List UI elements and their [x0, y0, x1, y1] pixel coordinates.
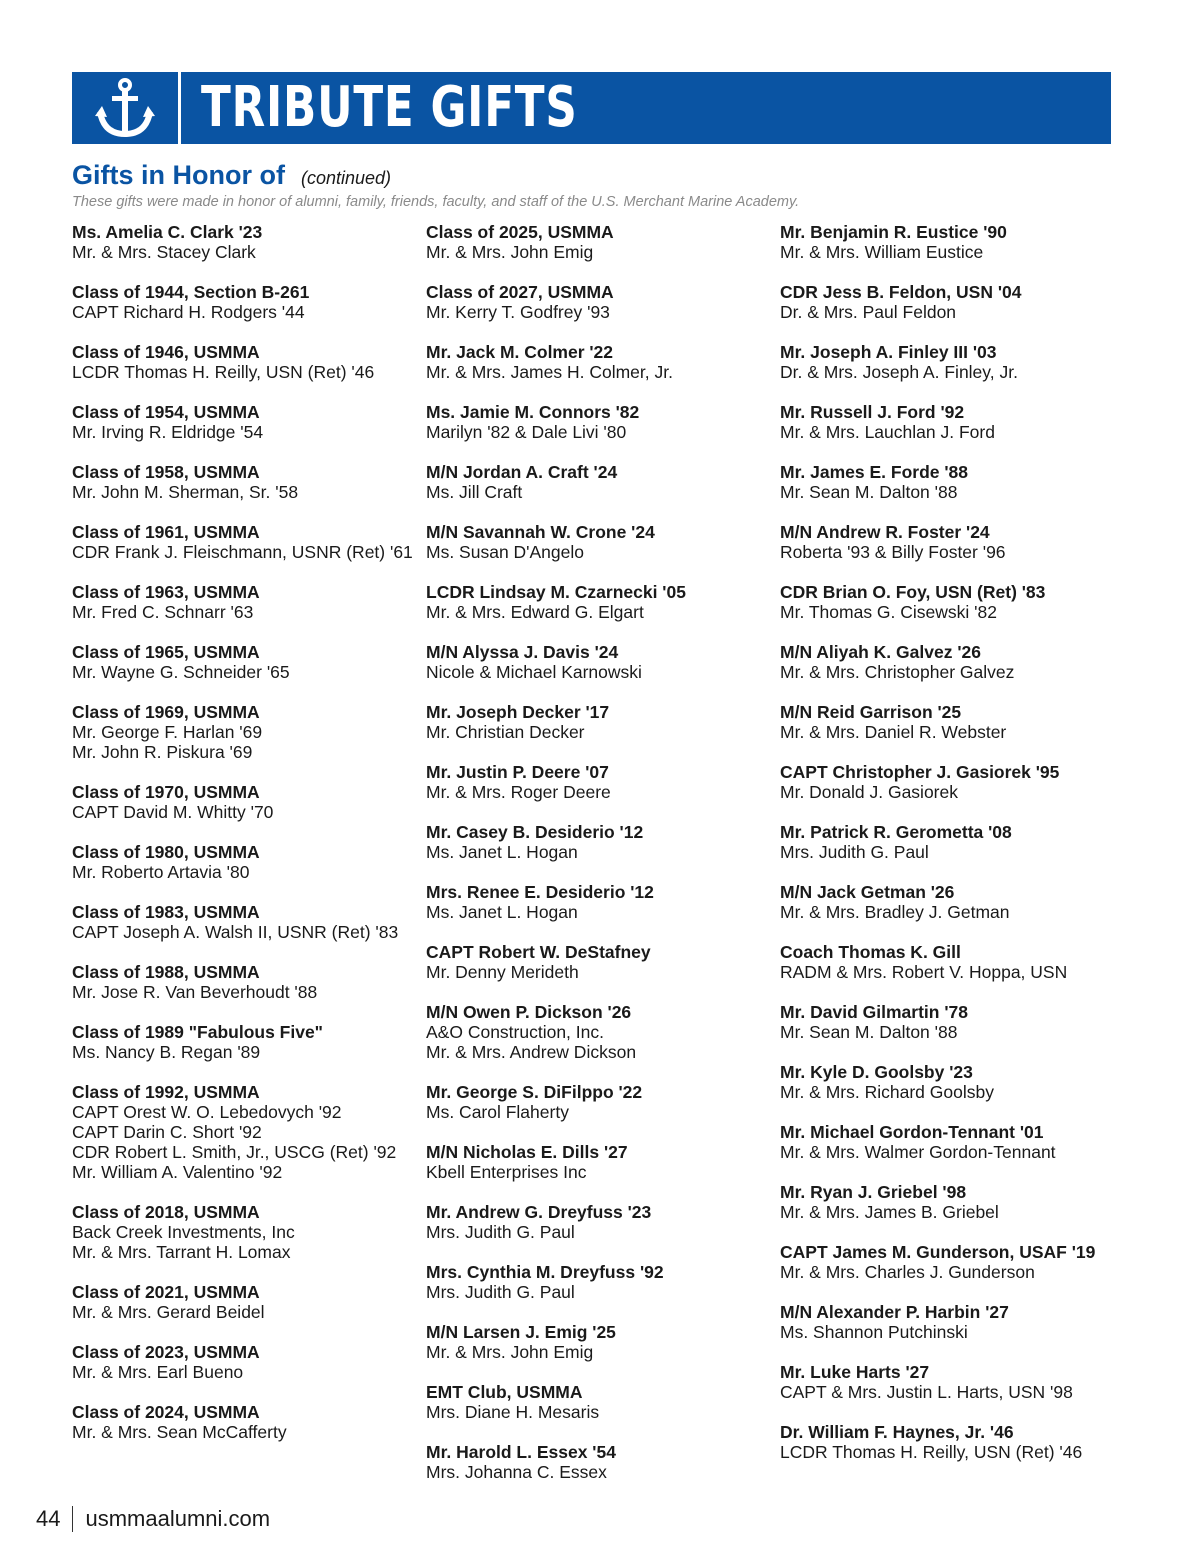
donor-name: Mr. Denny Merideth — [426, 962, 579, 982]
donor-name: Mr. & Mrs. William Eustice — [780, 242, 984, 262]
honoree-name: CAPT Christopher J. Gasiorek '95 — [780, 762, 1060, 782]
donor-name: Mr. Christian Decker — [426, 722, 585, 742]
honor-entry — [72, 902, 412, 942]
honoree-name: Class of 1946, USMMA — [72, 342, 260, 362]
honor-entry — [72, 342, 412, 382]
honoree-name: Ms. Jamie M. Connors '82 — [426, 402, 640, 422]
honor-entry — [780, 522, 1130, 562]
honoree-name: EMT Club, USMMA — [426, 1382, 583, 1402]
donor-name: Mr. William A. Valentino '92 — [72, 1162, 283, 1182]
honor-entry — [72, 282, 412, 322]
honor-entry — [72, 642, 412, 682]
honor-entry — [780, 642, 1130, 682]
honoree-name: Class of 1969, USMMA — [72, 702, 260, 722]
honor-entry — [780, 1182, 1130, 1222]
honor-entry — [426, 642, 766, 682]
donor-name: Ms. Carol Flaherty — [426, 1102, 569, 1122]
donor-name: Marilyn '82 & Dale Livi '80 — [426, 422, 627, 442]
donor-name: A&O Construction, Inc. — [426, 1022, 604, 1042]
donor-name: CAPT Orest W. O. Lebedovych '92 — [72, 1102, 342, 1122]
donor-name: Mr. Irving R. Eldridge '54 — [72, 422, 264, 442]
donor-name: Mr. Fred C. Schnarr '63 — [72, 602, 254, 622]
honor-entry — [426, 1142, 766, 1182]
honoree-name: Mr. Joseph Decker '17 — [426, 702, 610, 722]
honor-entry — [426, 1002, 766, 1062]
donor-name: Mr. & Mrs. Christopher Galvez — [780, 662, 1015, 682]
honoree-name: Mr. Casey B. Desiderio '12 — [426, 822, 644, 842]
honoree-name: Class of 2023, USMMA — [72, 1342, 260, 1362]
donor-name: Mr. Roberto Artavia '80 — [72, 862, 250, 882]
donor-name: Mr. & Mrs. Tarrant H. Lomax — [72, 1242, 291, 1262]
honoree-name: Class of 2027, USMMA — [426, 282, 614, 302]
honor-entry — [72, 1342, 412, 1382]
title-banner — [72, 72, 1111, 144]
anchor-icon — [72, 72, 178, 144]
honoree-name: Class of 1983, USMMA — [72, 902, 260, 922]
honor-entry — [426, 1202, 766, 1242]
honor-entry — [426, 702, 766, 742]
honor-entry — [72, 462, 412, 502]
honor-entry — [426, 822, 766, 862]
section-subtitle: These gifts were made in honor of alumni, family, friends, faculty, and staff of the U.S. Merchant Marine Academy. — [72, 194, 800, 210]
honoree-name: Dr. William F. Haynes, Jr. '46 — [780, 1422, 1014, 1442]
honoree-name: Mr. Benjamin R. Eustice '90 — [780, 222, 1007, 242]
honoree-name: Class of 2025, USMMA — [426, 222, 614, 242]
honoree-name: Mr. Kyle D. Goolsby '23 — [780, 1062, 973, 1082]
honor-entry — [72, 222, 412, 262]
honor-entry — [426, 762, 766, 802]
honoree-name: Class of 1963, USMMA — [72, 582, 260, 602]
honoree-name: M/N Larsen J. Emig '25 — [426, 1322, 616, 1342]
honor-entry — [780, 1122, 1130, 1162]
honoree-name: Mr. Justin P. Deere '07 — [426, 762, 609, 782]
honoree-name: M/N Aliyah K. Galvez '26 — [780, 642, 981, 662]
honor-entry — [72, 582, 412, 622]
honoree-name: Mr. Harold L. Essex '54 — [426, 1442, 616, 1462]
donor-name: CDR Frank J. Fleischmann, USNR (Ret) '61 — [72, 542, 413, 562]
donor-name: Mr. Jose R. Van Beverhoudt '88 — [72, 982, 318, 1002]
donor-name: Mr. & Mrs. Earl Bueno — [72, 1362, 244, 1382]
honoree-name: Class of 1954, USMMA — [72, 402, 260, 422]
donor-name: Mr. Wayne G. Schneider '65 — [72, 662, 290, 682]
honor-entry — [780, 822, 1130, 862]
honor-entry — [72, 402, 412, 442]
donor-name: CAPT Richard H. Rodgers '44 — [72, 302, 305, 322]
page-number: 44 — [36, 1506, 61, 1531]
honoree-name: Mr. Andrew G. Dreyfuss '23 — [426, 1202, 652, 1222]
honor-entry — [426, 522, 766, 562]
honoree-name: Class of 2018, USMMA — [72, 1202, 260, 1222]
honor-column-3 — [780, 222, 1130, 1482]
donor-name: Mrs. Judith G. Paul — [426, 1282, 575, 1302]
honoree-name: Mr. Joseph A. Finley III '03 — [780, 342, 997, 362]
honoree-name: Mr. Jack M. Colmer '22 — [426, 342, 614, 362]
honor-entry — [780, 762, 1130, 802]
donor-name: LCDR Thomas H. Reilly, USN (Ret) '46 — [780, 1442, 1083, 1462]
donor-name: Mr. & Mrs. Edward G. Elgart — [426, 602, 644, 622]
honor-entry — [72, 702, 412, 762]
donor-name: RADM & Mrs. Robert V. Hoppa, USN — [780, 962, 1068, 982]
continued-label: (continued) — [300, 168, 392, 188]
honor-entry — [780, 582, 1130, 622]
honor-entry — [72, 782, 412, 822]
honor-entry — [72, 1022, 412, 1062]
donor-name: Ms. Shannon Putchinski — [780, 1322, 968, 1342]
honor-entry — [780, 1242, 1130, 1282]
honoree-name: Class of 1992, USMMA — [72, 1082, 260, 1102]
donor-name: Ms. Jill Craft — [426, 482, 523, 502]
donor-name: Ms. Nancy B. Regan '89 — [72, 1042, 261, 1062]
honor-entry — [780, 342, 1130, 382]
honor-entry — [72, 1202, 412, 1262]
honoree-name: Mr. David Gilmartin '78 — [780, 1002, 968, 1022]
honoree-name: CDR Jess B. Feldon, USN '04 — [780, 282, 1022, 302]
donor-name: Dr. & Mrs. Paul Feldon — [780, 302, 957, 322]
honoree-name: Mrs. Cynthia M. Dreyfuss '92 — [426, 1262, 664, 1282]
honor-entry — [426, 1082, 766, 1122]
honoree-name: Class of 1944, Section B-261 — [72, 282, 310, 302]
donor-name: CDR Robert L. Smith, Jr., USCG (Ret) '92 — [72, 1142, 397, 1162]
honoree-name: Class of 1989 "Fabulous Five" — [72, 1022, 323, 1042]
honoree-name: Class of 1961, USMMA — [72, 522, 260, 542]
donor-name: Mr. Donald J. Gasiorek — [780, 782, 958, 802]
donor-name: CAPT David M. Whitty '70 — [72, 802, 274, 822]
honoree-name: Class of 1965, USMMA — [72, 642, 260, 662]
honoree-name: CAPT Robert W. DeStafney — [426, 942, 651, 962]
donor-name: Mr. Sean M. Dalton '88 — [780, 482, 958, 502]
honor-column-2 — [426, 222, 766, 1502]
honoree-name: CDR Brian O. Foy, USN (Ret) '83 — [780, 582, 1046, 602]
honoree-name: Ms. Amelia C. Clark '23 — [72, 222, 263, 242]
honor-entry — [780, 462, 1130, 502]
honor-entry — [780, 702, 1130, 742]
donor-name: CAPT & Mrs. Justin L. Harts, USN '98 — [780, 1382, 1073, 1402]
honor-entry — [780, 942, 1130, 982]
honoree-name: Mrs. Renee E. Desiderio '12 — [426, 882, 654, 902]
page-footer — [36, 1506, 270, 1532]
section-heading-row — [72, 160, 391, 191]
donor-name: Mr. John M. Sherman, Sr. '58 — [72, 482, 299, 502]
honoree-name: Mr. Michael Gordon-Tennant '01 — [780, 1122, 1044, 1142]
honoree-name: Mr. Ryan J. Griebel '98 — [780, 1182, 967, 1202]
honoree-name: Class of 1958, USMMA — [72, 462, 260, 482]
donor-name: Mr. Kerry T. Godfrey '93 — [426, 302, 610, 322]
honor-entry — [426, 582, 766, 622]
donor-name: Ms. Janet L. Hogan — [426, 902, 578, 922]
honoree-name: Class of 2021, USMMA — [72, 1282, 260, 1302]
honoree-name: M/N Nicholas E. Dills '27 — [426, 1142, 628, 1162]
donor-name: Mr. & Mrs. Walmer Gordon-Tennant — [780, 1142, 1056, 1162]
donor-name: Mr. & Mrs. Gerard Beidel — [72, 1302, 265, 1322]
donor-name: Mr. Sean M. Dalton '88 — [780, 1022, 958, 1042]
donor-name: Mr. & Mrs. Charles J. Gunderson — [780, 1262, 1035, 1282]
honor-entry — [72, 1082, 412, 1182]
honor-entry — [426, 282, 766, 322]
honoree-name: M/N Alyssa J. Davis '24 — [426, 642, 619, 662]
donor-name: Mr. & Mrs. Daniel R. Webster — [780, 722, 1007, 742]
honor-entry — [426, 882, 766, 922]
donor-name: Mr. George F. Harlan '69 — [72, 722, 263, 742]
banner-title: TRIBUTE GIFTS — [201, 75, 578, 140]
donor-name: Mr. & Mrs. James B. Griebel — [780, 1202, 999, 1222]
honor-entry — [72, 1402, 412, 1442]
honoree-name: M/N Andrew R. Foster '24 — [780, 522, 990, 542]
honor-entry — [426, 942, 766, 982]
donor-name: Kbell Enterprises Inc — [426, 1162, 587, 1182]
donor-name: Mrs. Diane H. Mesaris — [426, 1402, 600, 1422]
donor-name: CAPT Darin C. Short '92 — [72, 1122, 262, 1142]
donor-name: Mr. & Mrs. John Emig — [426, 1342, 594, 1362]
honor-entry — [780, 1362, 1130, 1402]
honoree-name: M/N Jordan A. Craft '24 — [426, 462, 618, 482]
honor-entry — [780, 1302, 1130, 1342]
honoree-name: Class of 1970, USMMA — [72, 782, 260, 802]
honor-entry — [780, 1002, 1130, 1042]
honor-entry — [72, 522, 412, 562]
donor-name: Mr. & Mrs. Roger Deere — [426, 782, 611, 802]
donor-name: LCDR Thomas H. Reilly, USN (Ret) '46 — [72, 362, 375, 382]
honor-entry — [72, 1282, 412, 1322]
honoree-name: Class of 1980, USMMA — [72, 842, 260, 862]
honoree-name: Class of 2024, USMMA — [72, 1402, 260, 1422]
honor-entry — [426, 1442, 766, 1482]
honoree-name: Mr. Luke Harts '27 — [780, 1362, 930, 1382]
honoree-name: Mr. George S. DiFilppo '22 — [426, 1082, 643, 1102]
honor-entry — [426, 462, 766, 502]
honoree-name: Mr. Patrick R. Gerometta '08 — [780, 822, 1012, 842]
honor-entry — [780, 222, 1130, 262]
donor-name: Mrs. Johanna C. Essex — [426, 1462, 607, 1482]
donor-name: Mr. & Mrs. James H. Colmer, Jr. — [426, 362, 673, 382]
honor-entry — [780, 882, 1130, 922]
banner-divider — [178, 72, 181, 144]
honor-entry — [780, 402, 1130, 442]
honoree-name: LCDR Lindsay M. Czarnecki '05 — [426, 582, 686, 602]
honor-column-1 — [72, 222, 412, 1462]
footer-site: usmmaalumni.com — [85, 1506, 271, 1531]
honoree-name: M/N Owen P. Dickson '26 — [426, 1002, 632, 1022]
section-heading: Gifts in Honor of — [72, 160, 285, 190]
donor-name: Mrs. Judith G. Paul — [426, 1222, 575, 1242]
honor-entry — [426, 1262, 766, 1302]
honoree-name: M/N Reid Garrison '25 — [780, 702, 962, 722]
honor-entry — [780, 282, 1130, 322]
donor-name: Ms. Susan D'Angelo — [426, 542, 585, 562]
footer-divider — [72, 1506, 73, 1532]
honor-entry — [426, 222, 766, 262]
honoree-name: Class of 1988, USMMA — [72, 962, 260, 982]
donor-name: Ms. Janet L. Hogan — [426, 842, 578, 862]
donor-name: Mr. John R. Piskura '69 — [72, 742, 253, 762]
donor-name: Mr. & Mrs. Lauchlan J. Ford — [780, 422, 995, 442]
honoree-name: Mr. James E. Forde '88 — [780, 462, 968, 482]
donor-name: Mr. Thomas G. Cisewski '82 — [780, 602, 997, 622]
honor-entry — [426, 1322, 766, 1362]
honoree-name: Coach Thomas K. Gill — [780, 942, 961, 962]
honor-entry — [780, 1422, 1130, 1462]
donor-name: Mr. & Mrs. Sean McCafferty — [72, 1422, 287, 1442]
donor-name: Mr. & Mrs. Stacey Clark — [72, 242, 256, 262]
honor-entry — [72, 842, 412, 882]
donor-name: Mrs. Judith G. Paul — [780, 842, 929, 862]
donor-name: Nicole & Michael Karnowski — [426, 662, 642, 682]
honoree-name: Mr. Russell J. Ford '92 — [780, 402, 965, 422]
donor-name: Mr. & Mrs. John Emig — [426, 242, 594, 262]
honor-entry — [426, 342, 766, 382]
donor-name: Dr. & Mrs. Joseph A. Finley, Jr. — [780, 362, 1018, 382]
honoree-name: M/N Alexander P. Harbin '27 — [780, 1302, 1009, 1322]
donor-name: Mr. & Mrs. Bradley J. Getman — [780, 902, 1010, 922]
honoree-name: CAPT James M. Gunderson, USAF '19 — [780, 1242, 1096, 1262]
honoree-name: M/N Savannah W. Crone '24 — [426, 522, 655, 542]
honoree-name: M/N Jack Getman '26 — [780, 882, 955, 902]
donor-name: Roberta '93 & Billy Foster '96 — [780, 542, 1006, 562]
honor-entry — [780, 1062, 1130, 1102]
donor-name: Mr. & Mrs. Andrew Dickson — [426, 1042, 637, 1062]
donor-name: Mr. & Mrs. Richard Goolsby — [780, 1082, 994, 1102]
donor-name: CAPT Joseph A. Walsh II, USNR (Ret) '83 — [72, 922, 399, 942]
honor-entry — [72, 962, 412, 1002]
honor-entry — [426, 402, 766, 442]
donor-name: Back Creek Investments, Inc — [72, 1222, 295, 1242]
honor-entry — [426, 1382, 766, 1422]
